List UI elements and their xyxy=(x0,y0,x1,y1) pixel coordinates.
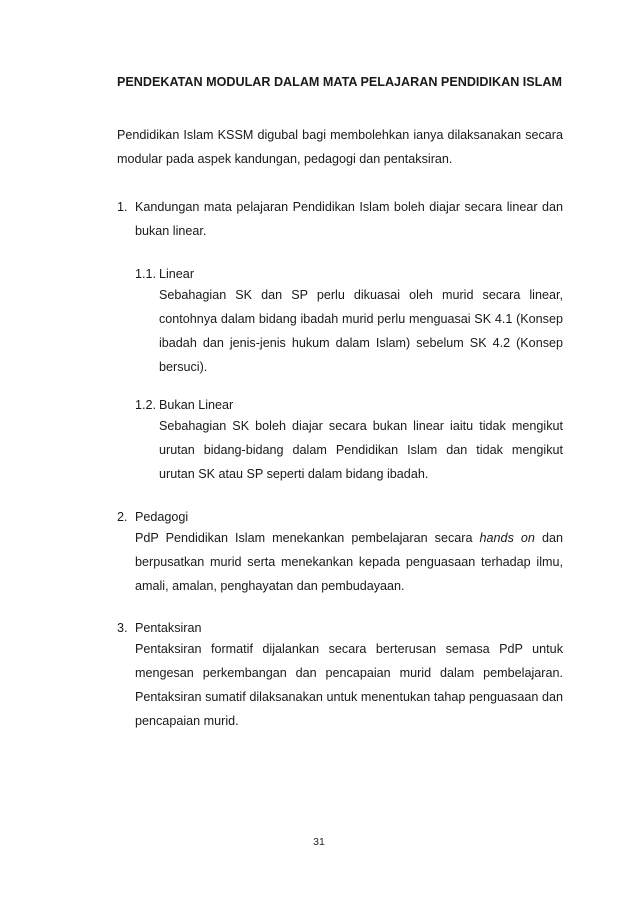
section-1-1-heading: Linear xyxy=(159,267,195,281)
section-1-text: Kandungan mata pelajaran Pendidikan Islam boleh diajar secara linear dan bukan linear. xyxy=(135,200,563,238)
section-2-text-end: dan berpusatkan murid serta menekankan kepada penguasaan terhadap ilmu, amali, amalan, penghayatan dan pembudayaan. xyxy=(135,531,564,593)
document-title: PENDEKATAN MODULAR DALAM MATA PELAJARAN PENDIDIKAN ISLAM xyxy=(117,75,562,89)
section-1-number: 1. xyxy=(117,200,128,214)
section-1-2-number: 1.2. xyxy=(135,398,157,412)
section-2-text-italic: hands on xyxy=(479,531,535,545)
intro-paragraph: Pendidikan Islam KSSM digubal bagi membolehkan ianya dilaksanakan secara modular pada aspek kandungan, pedagogi dan pentaksiran. xyxy=(117,128,563,166)
section-3-heading: Pentaksiran xyxy=(135,621,202,635)
section-2-text xyxy=(135,526,563,598)
section-2-number: 2. xyxy=(117,510,128,524)
section-1-2-text: Sebahagian SK boleh diajar secara bukan linear iaitu tidak mengikut urutan bidang-bidang dalam Pendidikan Islam dan tidak mengikut urutan SK atau SP seperti dalam bidang ibadah. xyxy=(159,419,563,481)
section-2-text-start: PdP Pendidikan Islam menekankan pembelajaran secara xyxy=(135,531,480,545)
section-3-number: 3. xyxy=(117,621,128,635)
page-number: 31 xyxy=(313,836,325,848)
section-1-1-number: 1.1. xyxy=(135,267,157,281)
section-1-2-heading: Bukan Linear xyxy=(159,398,234,412)
section-1-1-text: Sebahagian SK dan SP perlu dikuasai oleh murid secara linear, contohnya dalam bidang ibadah murid perlu menguasai SK 4.1 (Konsep ibadah dan jenis-jenis hukum dalam Islam) sebelum SK 4.2 (Konsep bersuci). xyxy=(159,288,563,374)
section-2-heading: Pedagogi xyxy=(135,510,189,524)
section-3-text: Pentaksiran formatif dijalankan secara berterusan semasa PdP untuk mengesan perkembangan dan pencapaian murid dalam pembelajaran. Pentaksiran sumatif dilaksanakan untuk menentukan tahap penguasaan dan pencapaian murid. xyxy=(135,642,563,728)
